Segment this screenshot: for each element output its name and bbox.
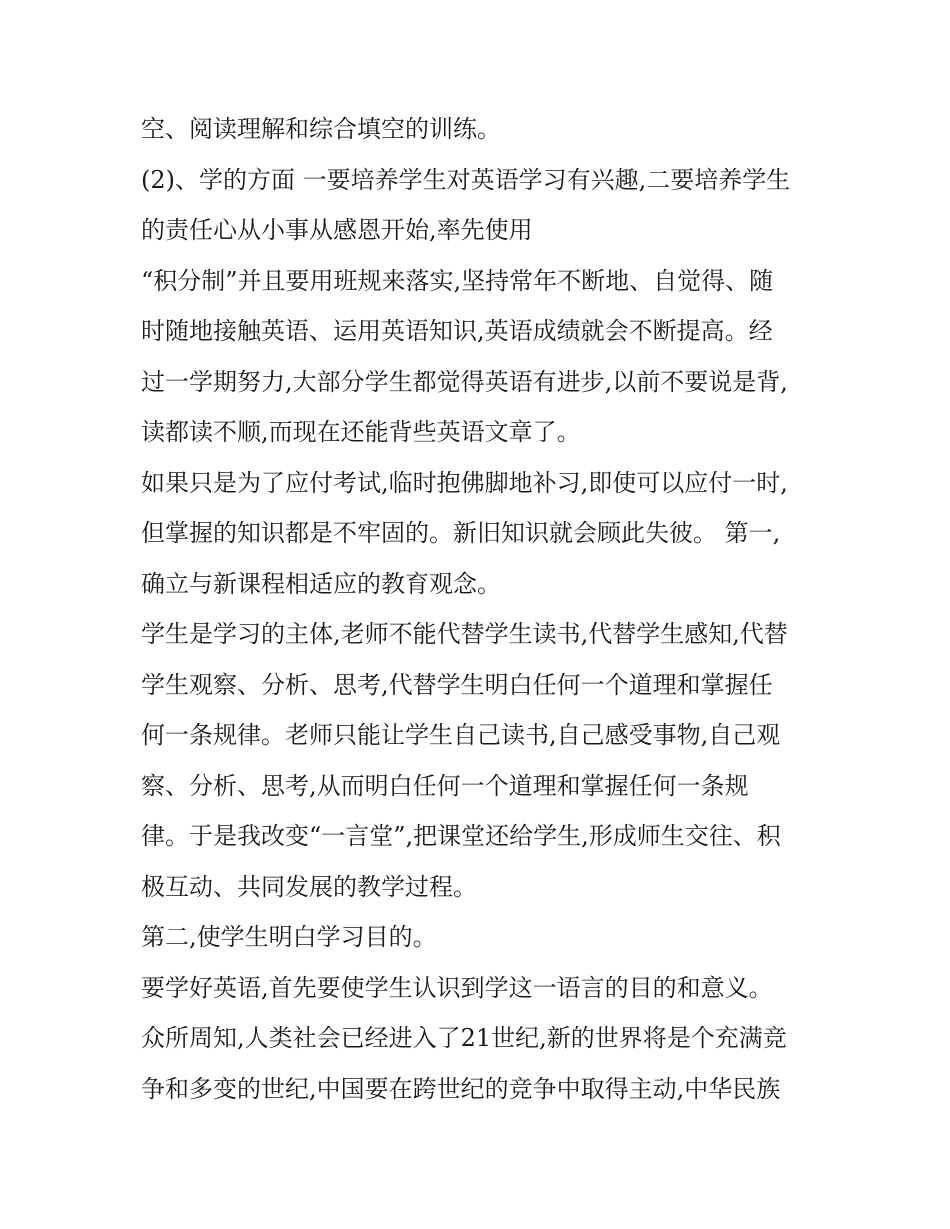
text-line: 空、阅读理解和综合填空的训练。 [141,115,501,143]
text-line: 时随地接触英语、运用英语知识,英语成绩就会不断提高。经 [141,317,773,345]
text-line: 争和多变的世纪,中国要在跨世纪的竞争中取得主动,中华民族 [141,1075,781,1103]
text-line: 的责任心从小事从感恩开始,率先使用 [141,216,533,244]
text-line: 要学好英语,首先要使学生认识到学这一语言的目的和意义。 [141,974,773,1002]
text-line: 察、分析、思考,从而明白任何一个道理和掌握任何一条规 [141,772,749,800]
text-line: 确立与新课程相适应的教育观念。 [141,570,501,598]
text-line: (2)、学的方面 一要培养学生对英语学习有兴趣,二要培养学生 [141,166,791,194]
text-line: 众所周知,人类社会已经进入了21世纪,新的世界将是个充满竞 [141,1024,787,1052]
text-line: 过一学期努力,大部分学生都觉得英语有进步,以前不要说是背, [141,368,788,396]
text-line: 读都读不顺,而现在还能背些英语文章了。 [141,418,581,446]
text-line: 学生观察、分析、思考,代替学生明白任何一个道理和掌握任 [141,671,773,699]
text-line: 极互动、共同发展的教学过程。 [141,873,477,901]
text-line: 律。于是我改变“一言堂”,把课堂还给学生,形成师生交往、积 [141,822,781,850]
text-line: “积分制”并且要用班规来落实,坚持常年不断地、自觉得、随 [141,267,774,295]
text-line: 如果只是为了应付考试,临时抱佛脚地补习,即使可以应付一时, [141,469,788,497]
text-line: 何一条规律。老师只能让学生自己读书,自己感受事物,自己观 [141,721,781,749]
text-line: 但掌握的知识都是不牢固的。新旧知识就会顾此失彼。 第一, [141,519,781,547]
text-line: 第二,使学生明白学习目的。 [141,923,437,951]
text-line: 学生是学习的主体,老师不能代替学生读书,代替学生感知,代替 [141,620,788,648]
